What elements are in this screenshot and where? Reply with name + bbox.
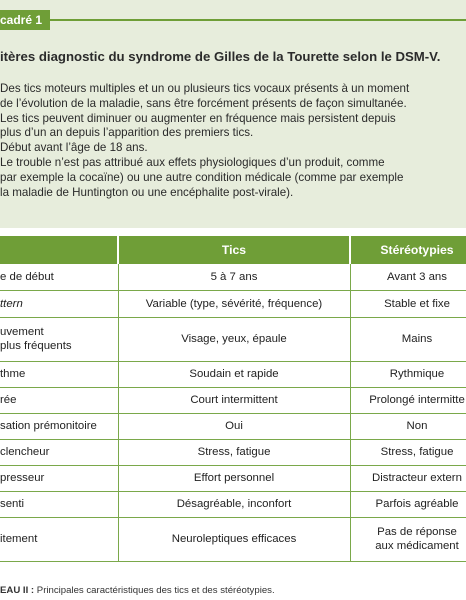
table-row bbox=[0, 361, 466, 387]
row-label-cell: clencheur bbox=[0, 439, 118, 465]
table-caption bbox=[0, 585, 275, 596]
tics-cell: Variable (type, sévérité, fréquence) bbox=[118, 290, 350, 317]
table-row bbox=[0, 413, 466, 439]
comparison-table bbox=[0, 236, 466, 562]
table-row bbox=[0, 264, 466, 290]
criteria-line: par exemple la cocaïne) ou une autre condition médicale (comme par exemple bbox=[0, 170, 404, 184]
row-label-cell: thme bbox=[0, 361, 118, 387]
header-cell-tics: Tics bbox=[118, 236, 350, 264]
encadre-rule bbox=[50, 19, 466, 21]
header-cell-empty bbox=[0, 236, 118, 264]
caption-label: EAU II : bbox=[0, 585, 35, 596]
table-row bbox=[0, 439, 466, 465]
stereotypies-cell: Non bbox=[350, 413, 466, 439]
stereotypies-cell: Pas de réponse aux médicament bbox=[350, 517, 466, 561]
stereotypies-cell: Distracteur extern bbox=[350, 465, 466, 491]
caption-text: Principales caractéristiques des tics et des stéréotypies. bbox=[36, 585, 275, 596]
encadre-badge: cadré 1 bbox=[0, 10, 50, 30]
criteria-line: de l’évolution de la maladie, sans être forcément présents de façon simultanée. bbox=[0, 96, 407, 110]
header-cell-stereotypies: Stéréotypies bbox=[350, 236, 466, 264]
table-row bbox=[0, 290, 466, 317]
tics-cell: Visage, yeux, épaule bbox=[118, 317, 350, 361]
encadre-title: itères diagnostic du syndrome de Gilles de la Tourette selon le DSM-V. bbox=[0, 49, 441, 64]
row-label-cell: ttern bbox=[0, 290, 118, 317]
row-label-cell: itement bbox=[0, 517, 118, 561]
table-row bbox=[0, 317, 466, 361]
tics-cell: Désagréable, inconfort bbox=[118, 491, 350, 517]
row-label-cell: presseur bbox=[0, 465, 118, 491]
stereotypies-cell: Prolongé intermitte bbox=[350, 387, 466, 413]
table-header-row bbox=[0, 236, 466, 264]
row-label-cell: e de début bbox=[0, 264, 118, 290]
table-row bbox=[0, 387, 466, 413]
tics-cell: Stress, fatigue bbox=[118, 439, 350, 465]
criteria-line: Des tics moteurs multiples et un ou plusieurs tics vocaux présents à un moment bbox=[0, 82, 410, 95]
encadre-box bbox=[0, 0, 466, 228]
stereotypies-cell: Parfois agréable bbox=[350, 491, 466, 517]
stereotypies-cell: Rythmique bbox=[350, 361, 466, 387]
tics-cell: Neuroleptiques efficaces bbox=[118, 517, 350, 561]
criteria-list bbox=[0, 82, 466, 200]
table-row bbox=[0, 491, 466, 517]
tics-cell: 5 à 7 ans bbox=[118, 264, 350, 290]
row-label-cell: uvement plus fréquents bbox=[0, 317, 118, 361]
criteria-line: plus d’un an depuis l’apparition des premiers tics. bbox=[0, 126, 254, 140]
table-row bbox=[0, 517, 466, 561]
table-row bbox=[0, 465, 466, 491]
stereotypies-cell: Stress, fatigue bbox=[350, 439, 466, 465]
tics-cell: Soudain et rapide bbox=[118, 361, 350, 387]
row-label-cell: senti bbox=[0, 491, 118, 517]
criteria-line: Les tics peuvent diminuer ou augmenter en fréquence mais persistent depuis bbox=[0, 111, 396, 125]
stereotypies-cell: Mains bbox=[350, 317, 466, 361]
stereotypies-cell: Stable et fixe bbox=[350, 290, 466, 317]
stereotypies-cell: Avant 3 ans bbox=[350, 264, 466, 290]
criteria-line: Le trouble n’est pas attribué aux effets physiologiques d’un produit, comme bbox=[0, 155, 385, 169]
criteria-line: Début avant l’âge de 18 ans. bbox=[0, 141, 148, 155]
row-label-cell: rée bbox=[0, 387, 118, 413]
criteria-line: la maladie de Huntington ou une encéphalite post-virale). bbox=[0, 185, 294, 199]
row-label-cell: sation prémonitoire bbox=[0, 413, 118, 439]
tics-cell: Oui bbox=[118, 413, 350, 439]
tics-cell: Court intermittent bbox=[118, 387, 350, 413]
tics-cell: Effort personnel bbox=[118, 465, 350, 491]
